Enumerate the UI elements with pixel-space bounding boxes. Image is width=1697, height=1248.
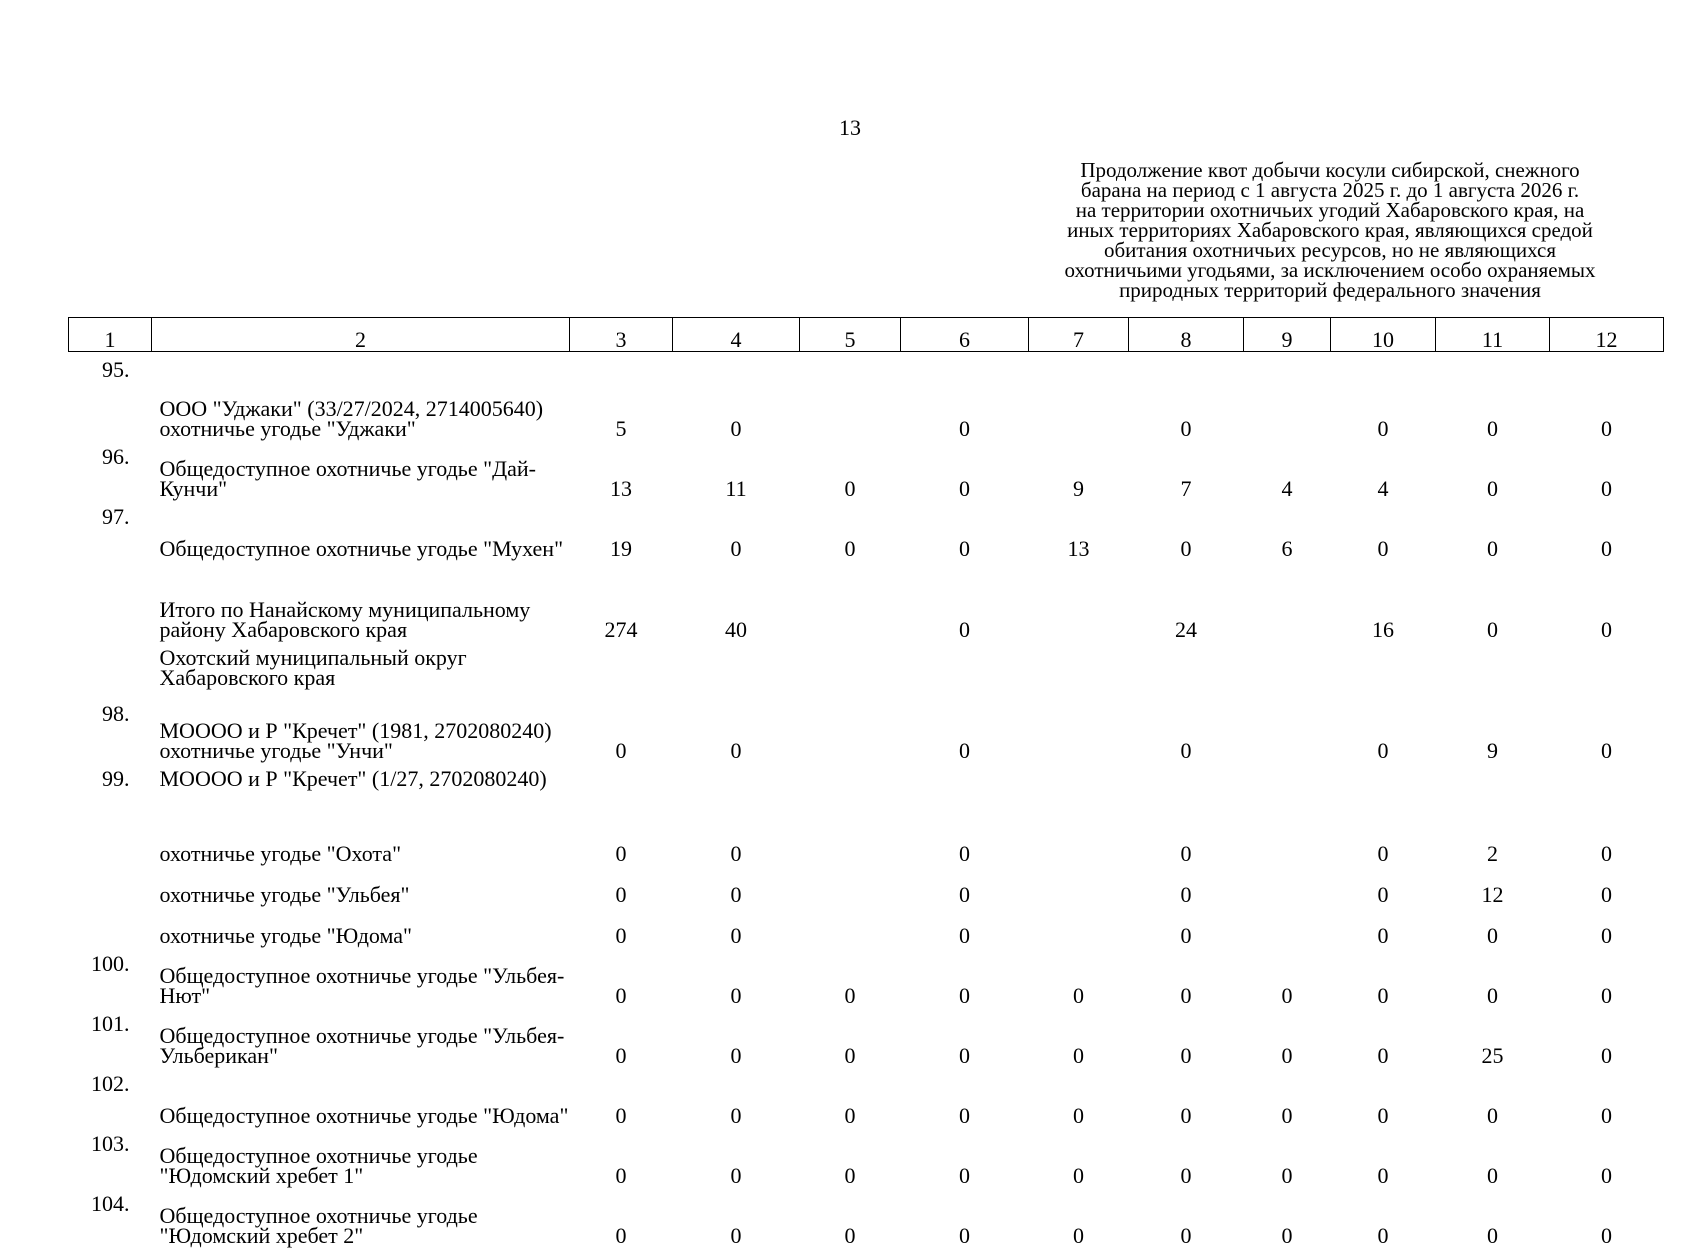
table-cell bbox=[1331, 640, 1436, 696]
table-cell: 0 bbox=[1601, 1043, 1612, 1068]
table-cell: 0 bbox=[1073, 1043, 1084, 1068]
table-cell bbox=[800, 640, 901, 696]
table-cell: 0 bbox=[1180, 738, 1192, 763]
table-cell: 0 bbox=[615, 1163, 627, 1188]
table-cell bbox=[570, 640, 673, 696]
table-cell: 0 bbox=[1377, 923, 1389, 948]
table-cell: 0 bbox=[1281, 1103, 1293, 1128]
row-number bbox=[69, 823, 152, 864]
table-cell: 0 bbox=[1073, 983, 1084, 1008]
table-cell: 0 bbox=[844, 1223, 856, 1248]
table-cell: 0 bbox=[844, 1163, 856, 1188]
table-cell: 0 bbox=[959, 882, 970, 907]
table-cell: 9 bbox=[1487, 738, 1498, 763]
table-cell: 0 bbox=[730, 536, 742, 561]
table-cell: 0 bbox=[844, 983, 856, 1008]
row-number: 101. bbox=[91, 1011, 130, 1036]
row-number: 96. bbox=[102, 444, 130, 469]
column-header: 6 bbox=[901, 318, 1029, 352]
table-cell: 24 bbox=[1175, 617, 1197, 642]
row-number: 100. bbox=[91, 951, 130, 976]
table-cell: 0 bbox=[1180, 1103, 1192, 1128]
table-cell: 0 bbox=[615, 1223, 627, 1248]
table-cell: 274 bbox=[604, 617, 638, 642]
table-row bbox=[69, 439, 1664, 499]
row-name: Охотский муниципальный округ Хабаровского края bbox=[159, 645, 467, 690]
table-cell: 0 bbox=[1377, 983, 1389, 1008]
column-header: 4 bbox=[673, 318, 800, 352]
column-header: 5 bbox=[800, 318, 901, 352]
table-cell: 0 bbox=[1487, 923, 1498, 948]
table-cell bbox=[800, 823, 901, 864]
row-name: Общедоступное охотничье угодье "Юдома" bbox=[159, 1103, 569, 1128]
table-cell: 0 bbox=[959, 1223, 970, 1248]
table-cell: 0 bbox=[1180, 1043, 1192, 1068]
row-number: 103. bbox=[91, 1131, 130, 1156]
table-cell: 0 bbox=[1487, 1163, 1498, 1188]
table-cell: 0 bbox=[959, 536, 970, 561]
table-cell: 0 bbox=[1601, 923, 1612, 948]
table-caption bbox=[1000, 160, 1660, 300]
table-cell bbox=[570, 761, 673, 823]
table-cell bbox=[800, 864, 901, 905]
table-cell: 0 bbox=[959, 416, 970, 441]
table-cell: 0 bbox=[1180, 536, 1192, 561]
table-cell: 0 bbox=[1601, 1103, 1612, 1128]
row-name: Итого по Нанайскому муниципальному району Хабаровского края bbox=[159, 597, 531, 642]
table-cell: 0 bbox=[959, 841, 970, 866]
column-header: 1 bbox=[69, 318, 152, 352]
table-cell: 0 bbox=[1601, 983, 1612, 1008]
table-cell: 0 bbox=[1377, 841, 1389, 866]
table-row bbox=[69, 1066, 1664, 1126]
table-cell: 0 bbox=[1487, 536, 1498, 561]
table-cell: 0 bbox=[1281, 983, 1293, 1008]
table-cell: 40 bbox=[725, 617, 747, 642]
table-cell bbox=[901, 761, 1029, 823]
table-cell: 0 bbox=[1180, 841, 1192, 866]
header-row bbox=[69, 318, 1664, 352]
table-cell: 0 bbox=[730, 923, 742, 948]
table-cell bbox=[1331, 761, 1436, 823]
row-number: 104. bbox=[91, 1191, 130, 1216]
table-cell bbox=[1029, 640, 1129, 696]
caption-line: охотничьими угодьями, за исключением особо охраняемых bbox=[1064, 258, 1596, 282]
table-cell: 0 bbox=[730, 983, 742, 1008]
table-cell bbox=[1436, 761, 1550, 823]
table-cell: 0 bbox=[844, 536, 856, 561]
row-name: охотничье угодье "Юдома" bbox=[159, 923, 413, 948]
table-cell bbox=[1550, 640, 1664, 696]
table-row bbox=[69, 696, 1664, 761]
table-cell: 0 bbox=[1601, 1163, 1612, 1188]
column-header: 12 bbox=[1550, 318, 1664, 352]
table-row bbox=[69, 352, 1664, 440]
table-cell: 5 bbox=[615, 416, 627, 441]
row-name: Общедоступное охотничье угодье "Юдомский хребет 2" bbox=[159, 1203, 478, 1248]
table-cell bbox=[1129, 761, 1244, 823]
table-row bbox=[69, 1126, 1664, 1186]
table-cell: 0 bbox=[615, 1043, 627, 1068]
table-cell: 12 bbox=[1481, 882, 1504, 907]
column-header: 3 bbox=[570, 318, 673, 352]
table-cell: 0 bbox=[1601, 416, 1612, 441]
row-name: Общедоступное охотничье угодье "Мухен" bbox=[159, 536, 564, 561]
table-cell: 0 bbox=[1377, 1043, 1389, 1068]
table-cell: 0 bbox=[1377, 536, 1389, 561]
table-cell bbox=[1029, 905, 1129, 946]
row-number bbox=[69, 905, 152, 946]
table-cell: 0 bbox=[1180, 1163, 1192, 1188]
table-cell: 16 bbox=[1372, 617, 1394, 642]
table-cell bbox=[1244, 696, 1331, 761]
table-cell: 11 bbox=[725, 476, 747, 501]
column-header: 8 bbox=[1129, 318, 1244, 352]
table-cell: 0 bbox=[730, 1103, 742, 1128]
row-name: МОООО и Р "Кречет" (1981, 2702080240) охотничье угодье "Унчи" bbox=[159, 718, 552, 763]
table-cell bbox=[1029, 823, 1129, 864]
table-cell: 0 bbox=[1281, 1163, 1293, 1188]
table-cell: 0 bbox=[1377, 882, 1389, 907]
row-name: Общедоступное охотничье угодье "Ульбея-Нют" bbox=[159, 963, 565, 1008]
table-cell bbox=[800, 352, 901, 440]
table-cell: 0 bbox=[730, 738, 742, 763]
table-cell bbox=[1244, 559, 1331, 640]
table-cell: 0 bbox=[1601, 536, 1612, 561]
table-row bbox=[69, 946, 1664, 1006]
row-number: 99. bbox=[102, 766, 130, 791]
table-cell: 25 bbox=[1481, 1043, 1504, 1068]
table-cell: 0 bbox=[1180, 1223, 1192, 1248]
table-cell: 0 bbox=[730, 416, 742, 441]
table-cell bbox=[800, 696, 901, 761]
table-cell bbox=[673, 761, 800, 823]
table-cell: 0 bbox=[615, 841, 627, 866]
table-cell bbox=[800, 559, 901, 640]
table-row bbox=[69, 1006, 1664, 1066]
table-cell: 0 bbox=[1377, 1163, 1389, 1188]
table-row-total bbox=[69, 559, 1664, 640]
row-name: ООО "Уджаки" (33/27/2024, 2714005640) охотничье угодье "Уджаки" bbox=[159, 396, 544, 441]
table-cell bbox=[1550, 761, 1664, 823]
row-number: 102. bbox=[91, 1071, 130, 1096]
table-cell: 2 bbox=[1487, 841, 1498, 866]
table-cell bbox=[1029, 761, 1129, 823]
table-cell: 0 bbox=[1377, 738, 1389, 763]
table-cell: 0 bbox=[959, 617, 970, 642]
table-row-section bbox=[69, 640, 1664, 696]
table-cell: 0 bbox=[959, 476, 970, 501]
table-cell: 13 bbox=[1067, 536, 1090, 561]
table-cell: 0 bbox=[730, 882, 742, 907]
table-cell: 0 bbox=[1601, 882, 1612, 907]
table-cell bbox=[1436, 640, 1550, 696]
table-cell: 0 bbox=[1377, 1223, 1389, 1248]
table-cell: 0 bbox=[615, 738, 627, 763]
column-header: 7 bbox=[1029, 318, 1129, 352]
table-cell: 0 bbox=[615, 1103, 627, 1128]
table-cell: 0 bbox=[1073, 1103, 1084, 1128]
table-cell bbox=[800, 761, 901, 823]
table-row bbox=[69, 905, 1664, 946]
table-cell: 9 bbox=[1073, 476, 1084, 501]
table-cell: 0 bbox=[1601, 841, 1612, 866]
table-row bbox=[69, 761, 1664, 823]
column-header: 9 bbox=[1244, 318, 1331, 352]
caption-line: иных территориях Хабаровского края, являющихся средой bbox=[1067, 218, 1593, 242]
table-cell: 0 bbox=[615, 923, 627, 948]
table-cell: 0 bbox=[1281, 1223, 1293, 1248]
table-cell: 0 bbox=[959, 1163, 970, 1188]
table-cell: 7 bbox=[1180, 476, 1192, 501]
table-cell bbox=[1129, 640, 1244, 696]
table-cell: 0 bbox=[730, 1223, 742, 1248]
table-cell: 0 bbox=[615, 983, 627, 1008]
table-cell: 0 bbox=[1180, 416, 1192, 441]
table-cell bbox=[673, 640, 800, 696]
row-number: 95. bbox=[102, 357, 130, 382]
table-row bbox=[69, 1186, 1664, 1246]
table-cell: 0 bbox=[1601, 1223, 1612, 1248]
table-cell: 13 bbox=[610, 476, 632, 501]
caption-line: обитания охотничьих ресурсов, но не являющихся bbox=[1103, 238, 1557, 262]
table-cell bbox=[1029, 559, 1129, 640]
caption-line: на территории охотничьих угодий Хабаровского края, на bbox=[1075, 198, 1585, 222]
table-cell bbox=[1244, 761, 1331, 823]
table-cell: 0 bbox=[959, 738, 970, 763]
caption-line: барана на период с 1 августа 2025 г. до 1 августа 2026 г. bbox=[1080, 178, 1580, 202]
table-cell: 4 bbox=[1281, 476, 1293, 501]
table-cell: 4 bbox=[1377, 476, 1389, 501]
table-cell: 0 bbox=[1601, 738, 1612, 763]
quota-table bbox=[68, 317, 1664, 1246]
table-cell: 0 bbox=[1487, 983, 1498, 1008]
table-cell: 0 bbox=[1377, 1103, 1389, 1128]
caption-line: природных территорий федерального значения bbox=[1119, 278, 1541, 302]
table-cell: 0 bbox=[1487, 416, 1498, 441]
row-name: охотничье угодье "Ульбея" bbox=[159, 882, 410, 907]
row-name: Общедоступное охотничье угодье "Юдомский хребет 1" bbox=[159, 1143, 478, 1188]
table-cell: 0 bbox=[844, 1103, 856, 1128]
table-cell: 0 bbox=[959, 1103, 970, 1128]
table-cell bbox=[1029, 696, 1129, 761]
table-cell bbox=[1244, 640, 1331, 696]
column-header: 11 bbox=[1436, 318, 1550, 352]
row-number bbox=[69, 559, 152, 640]
table-cell: 0 bbox=[1073, 1163, 1084, 1188]
row-name: охотничье угодье "Охота" bbox=[159, 841, 402, 866]
table-cell bbox=[1244, 864, 1331, 905]
table-cell: 0 bbox=[959, 1043, 970, 1068]
table-cell: 19 bbox=[610, 536, 632, 561]
table-cell: 0 bbox=[730, 841, 742, 866]
table-cell: 0 bbox=[615, 882, 627, 907]
table-row bbox=[69, 864, 1664, 905]
table-cell bbox=[1244, 823, 1331, 864]
row-number: 97. bbox=[102, 504, 130, 529]
table-row bbox=[69, 499, 1664, 559]
row-number bbox=[69, 864, 152, 905]
table-cell: 0 bbox=[1487, 617, 1498, 642]
table-cell bbox=[901, 640, 1029, 696]
row-number bbox=[69, 640, 152, 696]
page-number: 13 bbox=[839, 115, 861, 140]
column-header: 10 bbox=[1331, 318, 1436, 352]
table-cell: 0 bbox=[1180, 923, 1192, 948]
table-cell: 0 bbox=[1601, 476, 1612, 501]
table-cell: 0 bbox=[1073, 1223, 1084, 1248]
table-cell bbox=[1029, 864, 1129, 905]
table-cell: 0 bbox=[1377, 416, 1389, 441]
table-cell: 6 bbox=[1281, 536, 1293, 561]
table-cell: 0 bbox=[1281, 1043, 1293, 1068]
caption-line: Продолжение квот добычи косули сибирской, снежного bbox=[1080, 158, 1580, 182]
table-cell: 0 bbox=[959, 983, 970, 1008]
row-number: 98. bbox=[102, 701, 130, 726]
table-cell: 0 bbox=[1180, 983, 1192, 1008]
row-name: Общедоступное охотничье угодье "Дай-Кунчи" bbox=[159, 456, 536, 501]
table-cell bbox=[1244, 905, 1331, 946]
table-row bbox=[69, 823, 1664, 864]
table-cell: 0 bbox=[1180, 882, 1192, 907]
table-cell: 0 bbox=[730, 1043, 742, 1068]
table-cell: 0 bbox=[844, 1043, 856, 1068]
row-name: МОООО и Р "Кречет" (1/27, 2702080240) bbox=[159, 766, 547, 791]
table-cell: 0 bbox=[1487, 1223, 1498, 1248]
table-cell bbox=[800, 905, 901, 946]
table-cell bbox=[1029, 352, 1129, 440]
column-header: 2 bbox=[152, 318, 570, 352]
table-cell: 0 bbox=[1487, 476, 1498, 501]
table-cell: 0 bbox=[1487, 1103, 1498, 1128]
row-name: Общедоступное охотничье угодье "Ульбея-Ульберикан" bbox=[159, 1023, 565, 1068]
table-cell: 0 bbox=[844, 476, 856, 501]
table-cell bbox=[1244, 352, 1331, 440]
table-cell: 0 bbox=[959, 923, 970, 948]
table-cell: 0 bbox=[730, 1163, 742, 1188]
table-cell: 0 bbox=[1601, 617, 1612, 642]
